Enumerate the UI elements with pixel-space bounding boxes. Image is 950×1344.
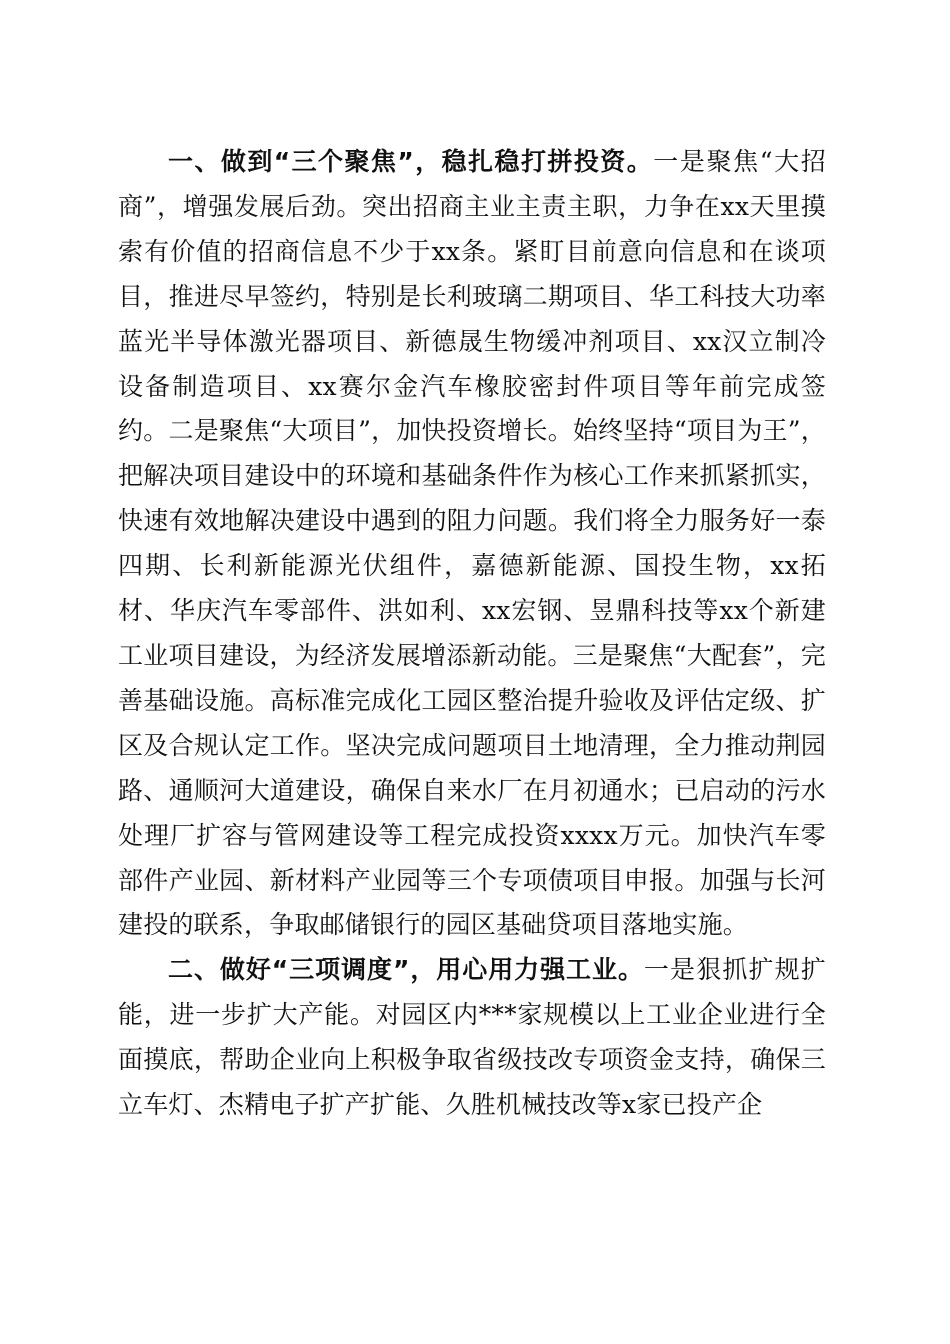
section-body-1: 一是聚焦“大招商”，增强发展后劲。突出招商主业主责主职，力争在xx天里摸索有价值的招商信息不少于xx条。紧盯目前意向信息和在谈项目，推进尽早签约，特别是长利玻璃二期项目、华工科技大功率蓝光半导体激光器项目、新德晟生物缓冲剂项目、xx汉立制冷设备制造项目、xx赛尔金汽车橡胶密封件项目等年前完成签约。二是聚焦“大项目”，加快投资增长。始终坚持“项目为王”，把解决项目建设中的环境和基础条件作为核心工作来抓紧抓实，快速有效地解决建设中遇到的阻力问题。我们将全力服务好一泰四期、长利新能源光伏组件，嘉德新能源、国投生物，xx拓材、华庆汽车零部件、洪如利、xx宏钢、昱鼎科技等xx个新建工业项目建设，为经济发展增添新动能。三是聚焦“大配套”，完善基础设施。高标准完成化工园区整治提升验收及评估定级、扩区及合规认定工作。坚决完成问题项目土地清理，全力推动荆园路、通顺河大道建设，确保自来水厂在月初通水；已启动的污水处理厂扩容与管网建设等工程完成投资xxxx万元。加快汽车零部件产业园、新材料产业园等三个专项债项目申报。加强与长河建投的联系，争取邮储银行的园区基础贷项目落地实施。 bbox=[118, 147, 826, 940]
paragraph-2 bbox=[118, 948, 826, 1128]
section-body-2: 一是狠抓扩规扩能，进一步扩大产能。对园区内***家规模以上工业企业进行全面摸底，帮助企业向上积极争取省级技改专项资金支持，确保三立车灯、杰精电子扩产扩能、久胜机械技改等x家已投产企 bbox=[118, 955, 826, 1120]
document-page bbox=[118, 140, 826, 1128]
section-heading-2: 二、做好“三项调度”，用心用力强工业。 bbox=[168, 955, 644, 985]
section-heading-1: 一、做到“三个聚焦”，稳扎稳打拼投资。 bbox=[168, 147, 654, 176]
paragraph-1 bbox=[118, 140, 826, 948]
